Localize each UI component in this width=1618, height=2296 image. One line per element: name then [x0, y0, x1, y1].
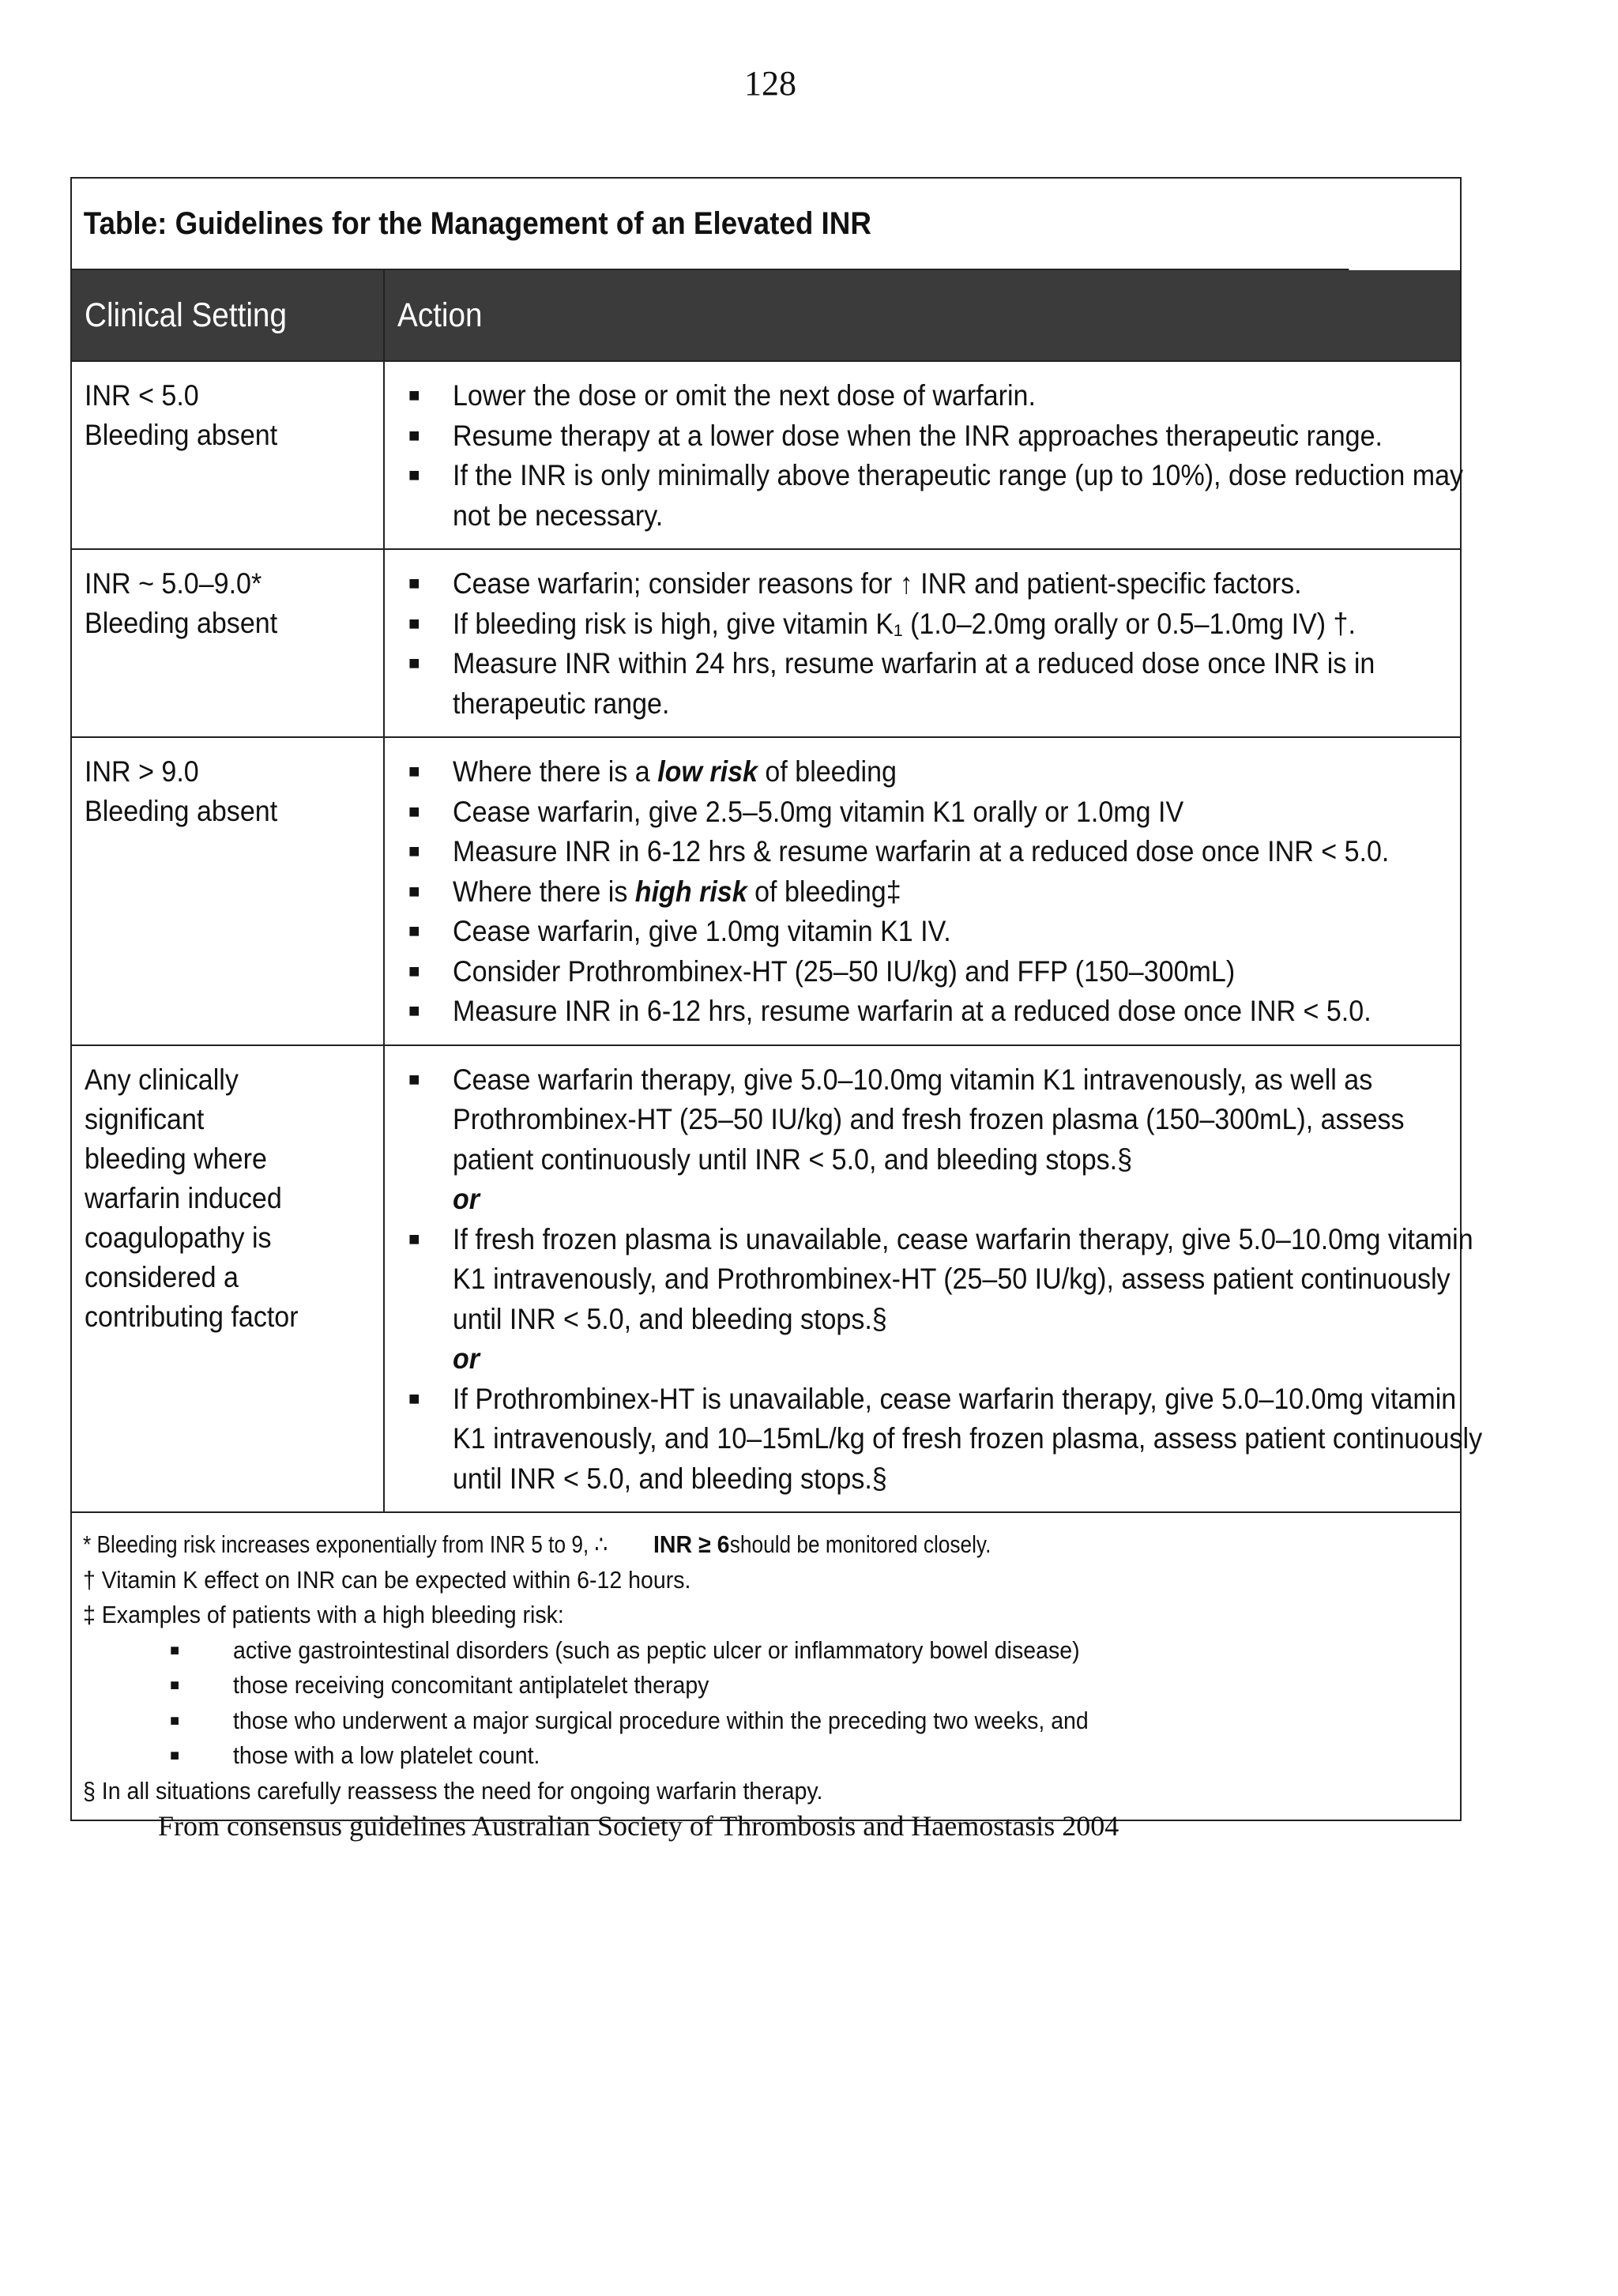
table-row: [72, 362, 1464, 550]
clinical-setting-cell: [72, 738, 385, 1044]
inr-guidelines-table: [70, 177, 1483, 1821]
action-item: ■ Where there is high risk of bleeding‡: [397, 872, 1575, 913]
table-body: [72, 362, 1483, 1513]
header-action: Action: [397, 295, 483, 334]
setting-text: Bleeding absent: [85, 607, 278, 639]
action-cell: [385, 738, 1575, 1044]
footnote-dagger: † Vitamin K effect on INR can be expected within 6-12 hours.: [83, 1565, 691, 1594]
setting-text: Any clinically: [85, 1063, 239, 1096]
action-item: ■ Measure INR within 24 hrs, resume warfarin at a reduced dose once INR is in therapeutic range.: [397, 644, 1575, 724]
square-bullet-icon: ■: [408, 465, 420, 486]
action-cell: [385, 550, 1575, 736]
square-bullet-icon: ■: [170, 1641, 180, 1659]
action-item: ■ If the INR is only minimally above therapeutic range (up to 10%), dose reduction may not be necessary.: [397, 456, 1575, 536]
footnote-section: § In all situations carefully reassess the need for ongoing warfarin therapy.: [83, 1776, 823, 1805]
square-bullet-icon: ■: [408, 612, 420, 634]
action-item: ■ Consider Prothrombinex-HT (25–50 IU/kg) and FFP (150–300mL): [397, 952, 1575, 992]
setting-text: warfarin induced: [85, 1181, 282, 1214]
setting-text: coagulopathy is: [85, 1221, 272, 1254]
setting-text: INR < 5.0: [85, 379, 199, 412]
square-bullet-icon: ■: [408, 1068, 420, 1090]
setting-text: significant: [85, 1102, 205, 1135]
action-list: [397, 564, 1575, 724]
action-item: ■ Measure INR in 6-12 hrs, resume warfarin at a reduced dose once INR < 5.0.: [397, 992, 1575, 1032]
setting-text: considered a: [85, 1260, 239, 1293]
square-bullet-icon: ■: [170, 1711, 180, 1730]
action-cell: [385, 362, 1575, 548]
square-bullet-icon: ■: [408, 841, 420, 862]
square-bullet-icon: ■: [408, 1228, 420, 1250]
table-footnotes: [72, 1513, 1460, 1820]
action-item: ■ Measure INR in 6-12 hrs & resume warfarin at a reduced dose once INR < 5.0.: [397, 832, 1575, 872]
action-item: ■ If Prothrombinex-HT is unavailable, cease warfarin therapy, give 5.0–10.0mg vitamin K1 intravenously, and 10–15mL/kg of fresh frozen plasma, assess patient continuously until INR < 5.0, and bleeding stops.§: [397, 1379, 1575, 1500]
action-item: ■ Resume therapy at a lower dose when the INR approaches therapeutic range.: [397, 416, 1575, 457]
header-clinical-setting: Clinical Setting: [72, 270, 385, 360]
square-bullet-icon: ■: [408, 800, 420, 822]
action-list: [397, 376, 1575, 536]
setting-text: INR > 9.0: [85, 755, 199, 788]
square-bullet-icon: ■: [170, 1677, 180, 1694]
setting-text: INR ~ 5.0–9.0*: [85, 567, 262, 600]
action-list: [397, 752, 1575, 1032]
square-bullet-icon: ■: [170, 1747, 180, 1764]
square-bullet-icon: ■: [408, 1387, 420, 1410]
footnote-list-item: ■ active gastrointestinal disorders (such as peptic ulcer or inflammatory bowel disease): [83, 1633, 1449, 1669]
action-item: ■ If fresh frozen plasma is unavailable, cease warfarin therapy, give 5.0–10.0mg vitamin K1 intravenously, and Prothrombinex-HT (25–50 IU/kg), assess patient continuously until INR < 5.0, and bleeding stops.§: [397, 1220, 1575, 1340]
or-connector: or: [453, 1342, 480, 1375]
action-cell: [385, 1046, 1575, 1512]
setting-text: contributing factor: [85, 1300, 299, 1333]
setting-text: Bleeding absent: [85, 795, 278, 827]
action-item: ■ Where there is a low risk of bleeding: [397, 752, 1575, 792]
square-bullet-icon: ■: [408, 385, 420, 406]
footnote-list-item: ■ those with a low platelet count.: [83, 1738, 1449, 1774]
footnote-double-dagger: ‡ Examples of patients with a high bleeding risk:: [83, 1601, 564, 1628]
square-bullet-icon: ■: [408, 761, 420, 782]
square-bullet-icon: ■: [408, 920, 420, 942]
square-bullet-icon: ■: [408, 1000, 420, 1022]
square-bullet-icon: ■: [408, 424, 420, 446]
clinical-setting-cell: [72, 362, 385, 548]
footnote-asterisk: * Bleeding risk increases exponentially from INR 5 to 9, ∴INR ≥ 6should be monitored closely.: [83, 1530, 991, 1558]
clinical-setting-cell: [72, 550, 385, 736]
footnote-list-item: ■ those who underwent a major surgical procedure within the preceding two weeks, and: [83, 1703, 1449, 1739]
square-bullet-icon: ■: [408, 653, 420, 674]
table-row: [72, 550, 1460, 738]
table-title: Table: Guidelines for the Management of an Elevated INR: [72, 179, 1349, 270]
table-header-row: [72, 270, 1460, 362]
action-item: ■ Cease warfarin, give 2.5–5.0mg vitamin K1 orally or 1.0mg IV: [397, 792, 1575, 833]
table-row: [72, 738, 1460, 1046]
or-connector: or: [453, 1183, 480, 1215]
source-citation: From consensus guidelines Australian Society of Thrombosis and Haemostasis 2004: [158, 1810, 1119, 1842]
square-bullet-icon: ■: [408, 573, 420, 594]
setting-text: Bleeding absent: [85, 419, 278, 451]
action-item: ■ Cease warfarin, give 1.0mg vitamin K1 IV.: [397, 912, 1575, 952]
action-item: ■ If bleeding risk is high, give vitamin K₁ (1.0–2.0mg orally or 0.5–1.0mg IV) †.: [397, 604, 1575, 645]
action-item: ■ Lower the dose or omit the next dose of warfarin.: [397, 376, 1575, 416]
square-bullet-icon: ■: [408, 880, 420, 902]
action-item: ■ Cease warfarin therapy, give 5.0–10.0mg vitamin K1 intravenously, as well as Prothrombinex-HT (25–50 IU/kg) and fresh frozen plasma (150–300mL), assess patient continuously until INR < 5.0, and bleeding stops.§: [397, 1060, 1575, 1180]
action-list: [397, 1060, 1575, 1500]
square-bullet-icon: ■: [408, 960, 420, 982]
action-item: ■ Cease warfarin; consider reasons for ↑ INR and patient-specific factors.: [397, 564, 1575, 604]
setting-text: bleeding where: [85, 1142, 267, 1175]
footnote-list-item: ■ those receiving concomitant antiplatelet therapy: [83, 1668, 1449, 1703]
table-row: [72, 1046, 1483, 1514]
clinical-setting-cell: [72, 1046, 385, 1512]
page-number: 128: [744, 64, 796, 103]
